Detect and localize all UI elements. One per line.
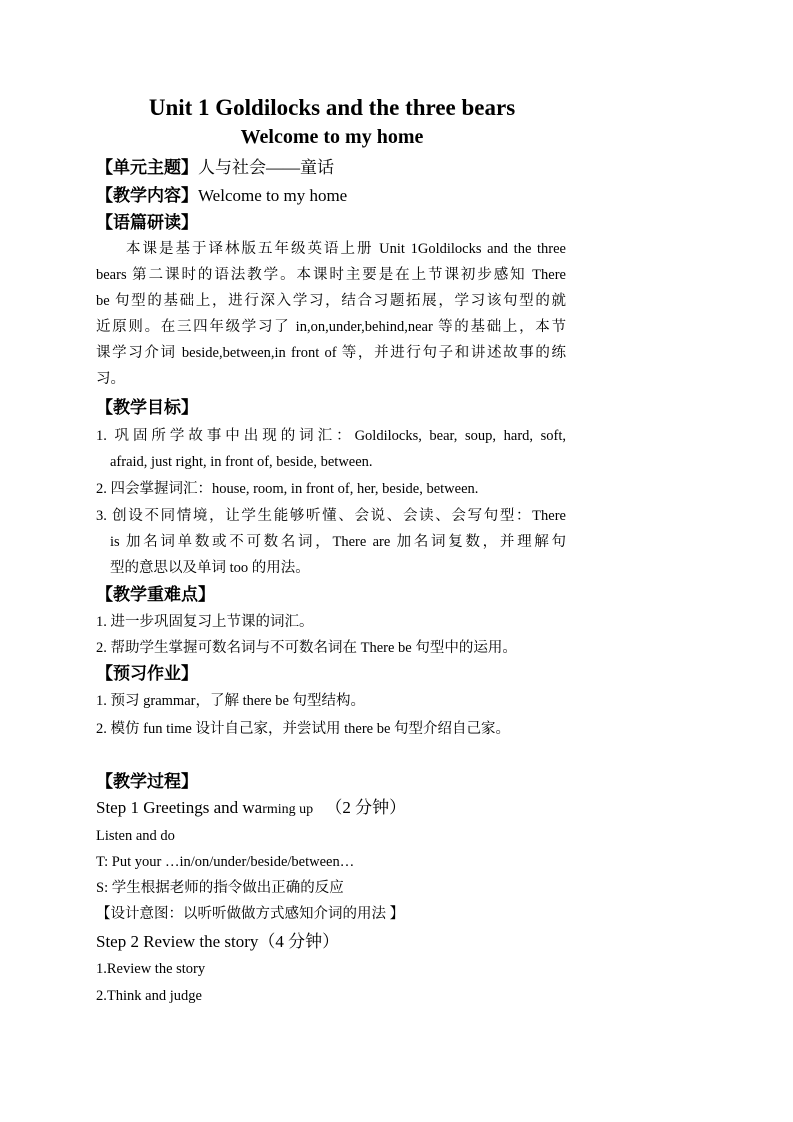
preview-homework-label: 【预习作业】 — [96, 664, 198, 683]
step-1-item-1: Listen and do — [96, 828, 175, 844]
key-point-1: 1. 进一步巩固复习上节课的词汇。 — [96, 614, 314, 630]
goal-3-line-1: 3. 创设不同情境，让学生能够听懂、会说、会读、会写句型：There — [96, 508, 566, 524]
document-title: Unit 1 Goldilocks and the three bears — [148, 95, 516, 120]
teaching-process-heading — [96, 770, 198, 794]
analysis-line-2: bears 第二课时的语法教学。本课时主要是在上节课初步感知 There — [96, 267, 566, 283]
key-point-2: 2. 帮助学生掌握可数名词与不可数名词在 There be 句型中的运用。 — [96, 640, 517, 656]
goal-2: 2. 四会掌握词汇：house, room, in front of, her, beside, between. — [96, 481, 479, 497]
step-2-title: Step 2 Review the story（4 分钟） — [96, 932, 340, 951]
teaching-process-label: 【教学过程】 — [96, 772, 198, 791]
step-1-design-intent: 【设计意图：以听听做做方式感知介词的用法 】 — [96, 906, 405, 922]
document-subtitle: Welcome to my home — [240, 126, 424, 148]
step-1-title-main: Step 1 Greetings and wa — [96, 798, 263, 817]
text-analysis-heading — [96, 211, 198, 235]
preview-item-1: 1. 预习 grammar，了解 there be 句型结构。 — [96, 693, 365, 709]
teaching-content-value: Welcome to my home — [198, 186, 348, 205]
analysis-line-5: 课学习介词 beside,between,in front of 等，并进行句子和讲述故事的练 — [96, 345, 566, 361]
preview-homework-heading — [96, 662, 198, 686]
goal-3-line-3: 型的意思以及单词 too 的用法。 — [110, 560, 310, 576]
step-1-item-2: T: Put your …in/on/under/beside/between… — [96, 854, 355, 870]
teaching-content-row — [96, 184, 347, 208]
step-1-item-3: S: 学生根据老师的指令做出正确的反应 — [96, 880, 344, 896]
unit-theme-label: 【单元主题】 — [96, 158, 198, 177]
step-1-title — [96, 796, 406, 822]
unit-theme-value: 人与社会——童话 — [198, 158, 334, 177]
step-1-time: （2 分钟） — [325, 798, 407, 817]
teaching-content-label: 【教学内容】 — [96, 186, 198, 205]
unit-theme-row — [96, 156, 334, 180]
step-1-title-small: rming up — [262, 802, 314, 817]
analysis-line-6: 习。 — [96, 371, 125, 387]
teaching-goals-heading — [96, 396, 198, 420]
step-2-item-1: 1.Review the story — [96, 961, 206, 977]
goal-1-line-2: afraid, just right, in front of, beside, between. — [110, 454, 373, 470]
analysis-line-1: 本课是基于译林版五年级英语上册 Unit 1Goldilocks and the three — [126, 241, 566, 257]
teaching-goals-label: 【教学目标】 — [96, 398, 198, 417]
analysis-line-4: 近原则。在三四年级学习了 in,on,under,behind,near 等的基础上，本节 — [96, 319, 566, 335]
goal-3-line-2: is 加名词单数或不可数名词，There are 加名词复数，并理解句 — [110, 534, 566, 550]
key-points-heading — [96, 583, 215, 607]
goal-1-line-1: 1. 巩固所学故事中出现的词汇：Goldilocks, bear, soup, hard, soft, — [96, 428, 566, 444]
key-points-label: 【教学重难点】 — [96, 585, 215, 604]
step-2-item-2: 2.Think and judge — [96, 988, 202, 1004]
analysis-line-3: be 句型的基础上，进行深入学习，结合习题拓展，学习该句型的就 — [96, 293, 566, 309]
preview-item-2: 2. 模仿 fun time 设计自己家，并尝试用 there be 句型介绍自己家。 — [96, 721, 511, 737]
text-analysis-label: 【语篇研读】 — [96, 213, 198, 232]
